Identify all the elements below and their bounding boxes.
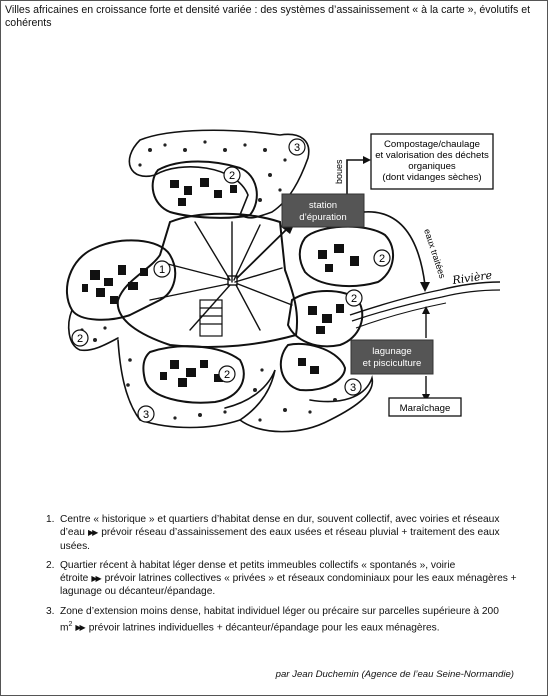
svg-text:organiques: organiques (408, 161, 456, 172)
double-arrow-icon: ▶▶ (91, 574, 100, 584)
legend-number: 1. (46, 514, 55, 525)
svg-text:Compostage/chaulage: Compostage/chaulage (383, 139, 481, 150)
zone-1-outline (67, 240, 175, 319)
svg-text:3: 3 (142, 409, 150, 421)
legend-item-1 (46, 513, 526, 553)
legend (46, 513, 526, 641)
arrow-to-station (237, 226, 290, 278)
zone-marker-3-southeast (345, 379, 361, 395)
svg-text:lagunage: lagunage (372, 346, 412, 357)
svg-text:2: 2 (223, 369, 231, 381)
svg-text:et pisciculture: et pisciculture (362, 358, 422, 369)
central-district-outline (118, 214, 297, 347)
legend-text-recommendation: prévoir latrines individuelles + décanteur/épandage pour les eaux ménagères. (88, 622, 440, 634)
legend-item-2 (46, 559, 526, 599)
svg-text:et valorisation des déchets: et valorisation des déchets (375, 150, 489, 161)
riviere-label: Rivière (451, 268, 493, 287)
svg-text:station: station (308, 200, 338, 211)
svg-text:3: 3 (293, 142, 301, 154)
svg-text:Maraîchage: Maraîchage (399, 403, 451, 414)
legend-text: Zone d’extension moins dense, habitat individuel léger ou précaire sur parcelles supérieure à 200 m (60, 605, 499, 634)
legend-number: 2. (46, 559, 55, 571)
figure-title: Villes africaines en croissance forte et densité variée : des systèmes d’assainissement « à la carte », évolutifs et cohérents (5, 4, 531, 29)
legend-number: 3. (46, 605, 55, 617)
svg-text:2: 2 (76, 333, 84, 345)
svg-text:eaux traitées: eaux traitées (422, 227, 448, 280)
svg-text:2: 2 (378, 253, 386, 265)
svg-text:3: 3 (349, 382, 357, 394)
svg-text:d’épuration: d’épuration (299, 212, 347, 223)
zone-marker-2-south (219, 366, 235, 382)
river (350, 268, 500, 328)
svg-text:boues: boues (334, 159, 344, 184)
legend-text: Quartier récent à habitat léger dense et petits immeubles collectifs « spontanés », voirie étroite (60, 559, 456, 585)
zone-marker-2-north (224, 167, 240, 183)
legend-item-3 (46, 605, 526, 635)
legend-text-recommendation: prévoir réseau d’assainissement des eaux usées et réseau pluvial + traitement des eaux usées. (60, 527, 500, 552)
legend-text-recommendation: prévoir latrines collectives « privées » et réseaux condominiaux pour les eaux ménagères + lagunage ou décanteur/épandage. (60, 573, 517, 598)
boues-flow (334, 156, 371, 194)
lagunage-river-flow (422, 306, 430, 338)
lagunage-box (351, 340, 433, 374)
maraichage-box (389, 398, 461, 416)
station-box (282, 194, 364, 227)
svg-text:2: 2 (228, 170, 236, 182)
double-arrow-icon: ▶▶ (75, 623, 84, 633)
double-arrow-icon: ▶▶ (87, 528, 97, 538)
svg-text:2: 2 (350, 293, 358, 305)
legend-text: Centre « historique » et quartiers d’habitat dense en dur, souvent collectif, avec voiries et réseaux d’eau (60, 514, 500, 539)
zone-marker-1 (154, 261, 170, 277)
svg-text:(dont vidanges sèches): (dont vidanges sèches) (382, 172, 482, 183)
svg-text:1: 1 (158, 264, 166, 276)
zone-marker-3-north (289, 139, 305, 155)
legend-superscript: 2 (68, 621, 73, 629)
zone-marker-2-middle (346, 290, 362, 306)
zone-marker-3-southwest (138, 406, 154, 422)
zone-marker-2-east (374, 250, 390, 266)
zone-marker-2-west (72, 330, 88, 346)
compost-box (371, 134, 493, 189)
author-credit: par Jean Duchemin (Agence de l’eau Seine-Normandie) (275, 669, 514, 680)
